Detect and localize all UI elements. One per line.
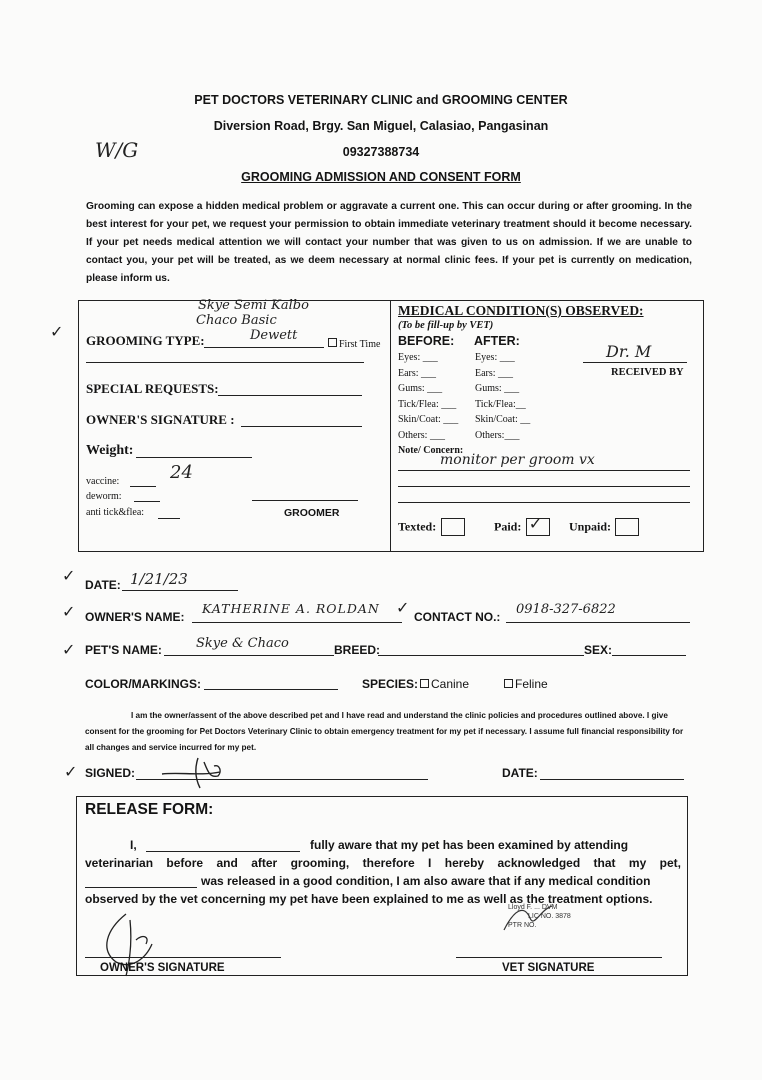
date-value: 1/21/23 <box>130 570 188 588</box>
owner-signature-line[interactable] <box>241 426 362 427</box>
paid-field[interactable] <box>494 514 550 536</box>
stamp-line-3: PTR NO. <box>508 922 537 929</box>
pet-name-value: Skye & Chaco <box>196 636 289 651</box>
color-label: COLOR/MARKINGS: <box>85 677 201 691</box>
before-others: Others: ___ <box>398 429 445 441</box>
after-checks <box>475 352 530 445</box>
box-divider <box>390 300 391 552</box>
pet-name-line[interactable] <box>164 655 334 656</box>
note-value: monitor per groom vx <box>440 452 595 468</box>
weight-label: Weight: <box>86 443 134 458</box>
contact-line[interactable] <box>506 622 690 623</box>
texted-label: Texted: <box>398 519 437 534</box>
before-checks <box>398 352 458 445</box>
owner-name-label: OWNER'S NAME: <box>85 610 185 624</box>
texted-box[interactable] <box>441 518 465 536</box>
groomer-label: GROOMER <box>284 507 340 519</box>
note-label: Note/ Concern: <box>398 445 464 456</box>
note-line-3[interactable] <box>398 502 690 503</box>
grooming-type-value-3: Dewett <box>250 328 298 343</box>
antitick-label: anti tick&flea: <box>86 507 145 518</box>
sex-label: SEX: <box>584 643 613 657</box>
release-text-4: observed by the vet concerning my pet have been explained to me as well as the treatment options. <box>85 892 653 906</box>
deworm-line[interactable] <box>134 501 160 502</box>
owner-check: ✓ <box>62 602 76 621</box>
check-mark: ✓ <box>50 322 64 341</box>
unpaid-label: Unpaid: <box>569 519 612 534</box>
breed-line[interactable] <box>378 655 584 656</box>
medical-subtitle: (To be fill-up by VET) <box>398 320 494 331</box>
canine-label: Canine <box>431 677 470 691</box>
before-ears: Ears: ___ <box>398 367 437 379</box>
paid-box[interactable] <box>526 514 550 536</box>
before-eyes: Eyes: ___ <box>398 352 438 363</box>
vet-signature-scribble <box>500 900 560 940</box>
owner-signature-scribble <box>160 752 240 792</box>
contact-label: CONTACT NO.: <box>414 610 501 624</box>
contact-check: ✓ <box>396 598 410 617</box>
medical-title: MEDICAL CONDITION(S) OBSERVED: <box>398 303 644 318</box>
sex-line[interactable] <box>612 655 686 656</box>
first-time-label: First Time <box>339 339 381 350</box>
canine-box[interactable] <box>420 679 429 688</box>
signed-check: ✓ <box>64 762 78 781</box>
unpaid-box[interactable] <box>615 518 639 536</box>
date-label: DATE: <box>85 578 121 592</box>
before-gums: Gums: ___ <box>398 383 443 394</box>
paid-label: Paid: <box>494 519 522 534</box>
intro-paragraph: Grooming can expose a hidden medical problem or aggravate a current one. This can occur during or after grooming. In the best interest for your pet, we request your permission to obtain immediate veterinary treatment should it become necessary. If your pet needs medical attention we will contact your number that was given to us on admission. If we are unable to contact you, your pet will be treated, as we deem necessary at normal clinic fees. If your pet is currently on medication, please inform us. <box>86 201 692 284</box>
before-tickflea: Tick/Flea: ___ <box>398 398 457 410</box>
clinic-address: Diversion Road, Brgy. San Miguel, Calasiao, Pangasinan <box>213 119 549 133</box>
weight-line[interactable] <box>136 457 252 458</box>
received-by-label: RECEIVED BY <box>611 367 684 378</box>
after-eyes: Eyes: ___ <box>475 352 515 363</box>
grooming-type-line[interactable] <box>204 347 324 348</box>
owner-name-value: KATHERINE A. ROLDAN <box>202 601 380 616</box>
first-time-checkbox[interactable] <box>328 338 380 350</box>
breed-label: BREED: <box>334 643 381 657</box>
feline-option[interactable] <box>504 677 548 691</box>
handwritten-note: W/G <box>95 138 139 162</box>
grooming-type-value-2: Chaco Basic <box>196 313 277 328</box>
after-skincoat: Skin/Coat: __ <box>475 414 531 425</box>
feline-box[interactable] <box>504 679 513 688</box>
deworm-label: deworm: <box>86 491 122 502</box>
owner-signature-label: OWNER'S SIGNATURE : <box>86 412 235 427</box>
note-line-1[interactable] <box>398 470 690 471</box>
grooming-type-value-1: Skye Semi Kalbo <box>198 298 309 313</box>
grooming-type-label: GROOMING TYPE: <box>86 333 205 348</box>
release-text-1: fully aware that my pet has been examined by attending <box>310 838 629 852</box>
date-check: ✓ <box>62 566 76 585</box>
stamp-line-1: Lloyd F. ... DVM <box>508 904 558 911</box>
note-line-2[interactable] <box>398 486 690 487</box>
color-line[interactable] <box>204 689 338 690</box>
stamp-line-2: LIC NO. 3878 <box>528 913 571 920</box>
texted-field[interactable] <box>398 518 465 536</box>
release-name-line[interactable] <box>146 851 300 852</box>
feline-label: Feline <box>515 677 548 691</box>
signed-label: SIGNED: <box>85 766 136 780</box>
form-title: GROOMING ADMISSION AND CONSENT FORM <box>241 170 521 184</box>
first-time-box[interactable] <box>328 338 337 347</box>
after-ears: Ears: ___ <box>475 367 514 379</box>
owner-sig-label: OWNER'S SIGNATURE <box>100 962 225 974</box>
pet-check: ✓ <box>62 640 76 659</box>
after-others: Others:___ <box>475 429 520 441</box>
special-requests-label: SPECIAL REQUESTS: <box>86 381 219 396</box>
release-text-2: veterinarian before and after grooming, therefore I hereby acknowledged that my pet, <box>85 856 681 870</box>
after-label: AFTER: <box>474 334 520 348</box>
signed-date-line[interactable] <box>540 779 684 780</box>
grooming-extra-line[interactable] <box>86 362 364 363</box>
after-gums: Gums: ___ <box>475 383 520 394</box>
signed-date-label: DATE: <box>502 766 538 780</box>
release-i: I, <box>130 838 137 852</box>
clinic-phone: 09327388734 <box>342 145 420 159</box>
contact-value: 0918-327-6822 <box>516 602 616 617</box>
vaccine-value: 24 <box>170 462 193 483</box>
owner-name-line[interactable] <box>192 622 402 623</box>
canine-option[interactable] <box>420 677 469 691</box>
consent-paragraph: I am the owner/assent of the above described pet and I have read and understand the clinic policies and procedures outlined above. I give consent for the grooming for Pet Doctors Veterinary Clinic to obtain emergency treatment for my pet if necessary. I assume full financial responsibility for all changes and service incurred for my pet. <box>85 711 684 752</box>
before-skincoat: Skin/Coat: ___ <box>398 414 459 425</box>
vet-sig-line[interactable] <box>456 957 662 958</box>
vaccine-label: vaccine: <box>86 476 120 487</box>
date-line[interactable] <box>122 590 238 591</box>
vet-sig-label: VET SIGNATURE <box>502 962 595 974</box>
unpaid-field[interactable] <box>569 518 639 536</box>
clinic-name: PET DOCTORS VETERINARY CLINIC and GROOMING CENTER <box>194 93 568 107</box>
vaccine-line[interactable] <box>130 486 156 487</box>
groomer-line[interactable] <box>252 500 358 501</box>
received-by-value: Dr. M <box>606 342 652 361</box>
paid-check-mark: ✓ <box>528 514 543 533</box>
special-requests-line[interactable] <box>218 395 362 396</box>
before-label: BEFORE: <box>398 334 455 348</box>
after-tickflea: Tick/Flea:__ <box>475 398 526 410</box>
release-text-3: was released in a good condition, I am also aware that if any medical condition <box>201 874 651 888</box>
antitick-line[interactable] <box>158 518 180 519</box>
release-title: RELEASE FORM: <box>85 801 214 818</box>
species-label: SPECIES: <box>362 677 419 691</box>
pet-name-label: PET'S NAME: <box>85 643 162 657</box>
release-pet-line[interactable] <box>85 887 197 888</box>
owner-sig-line[interactable] <box>85 957 281 958</box>
received-by-line[interactable] <box>583 362 687 363</box>
